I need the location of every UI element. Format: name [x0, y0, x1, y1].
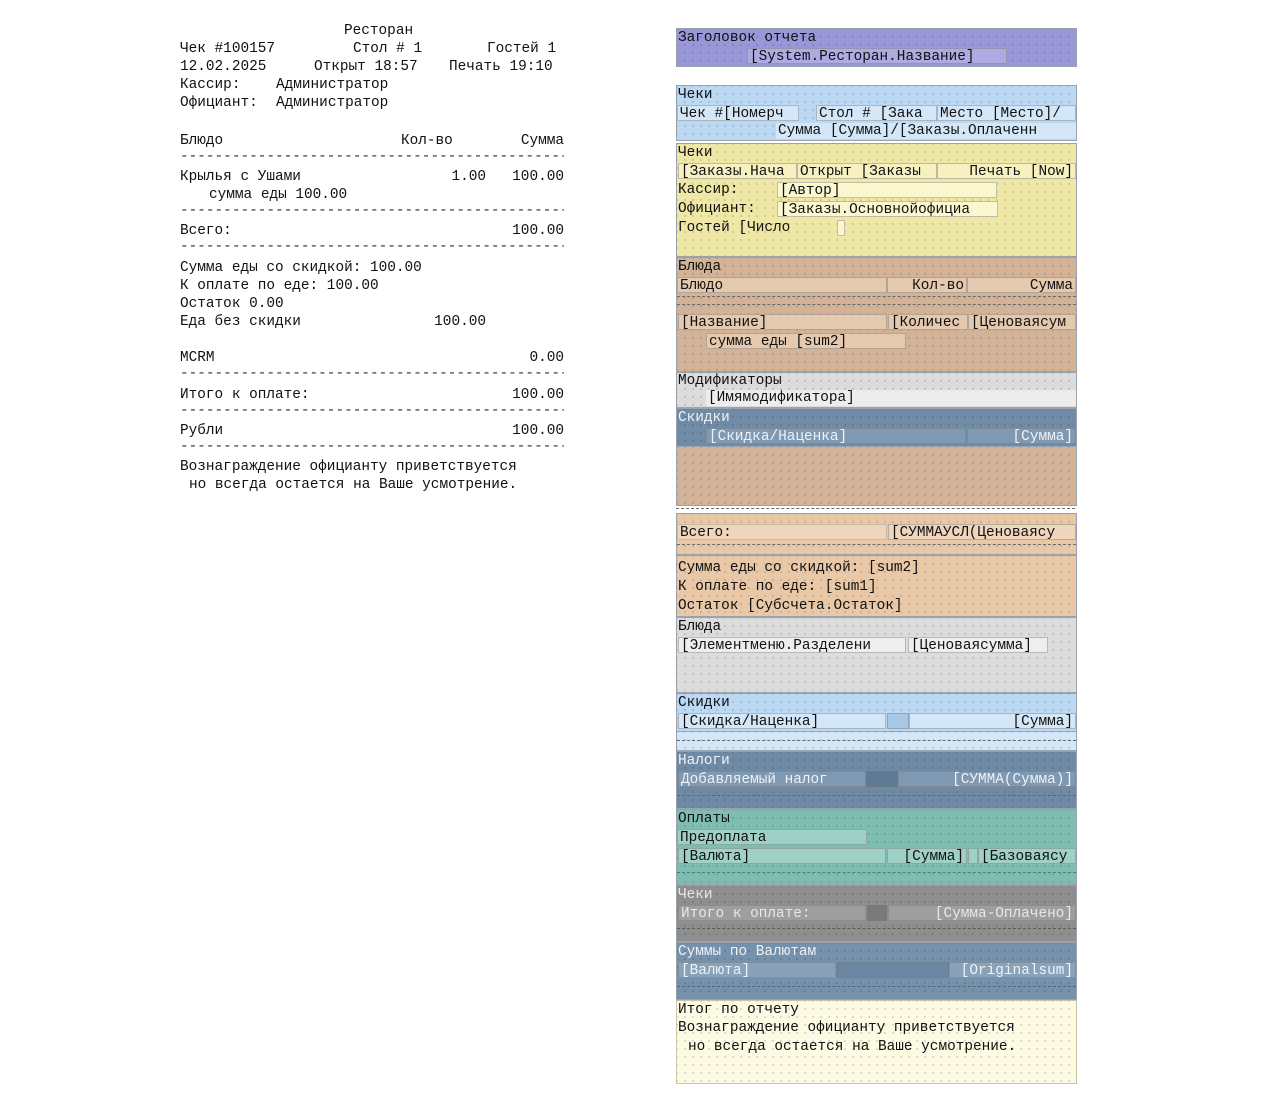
- band-dishes-split-title: Блюда: [678, 619, 722, 635]
- field-modifier-name[interactable]: [Имямодификатора]: [706, 390, 1076, 406]
- receipt-separator: [180, 238, 564, 256]
- band-discounts-title: Скидки: [678, 410, 730, 426]
- band-discounts-2[interactable]: [676, 693, 1077, 732]
- band-dishes-footer[interactable]: [676, 446, 1077, 506]
- field-price-total[interactable]: [Ценоваясумма]: [908, 637, 1048, 653]
- receipt-title: Ресторан: [344, 23, 414, 39]
- dashed-separator: [676, 508, 1075, 509]
- field-tax-sum[interactable]: [СУММА(Сумма)]: [898, 771, 1076, 787]
- field-report-footer-2[interactable]: но всегда остается на Ваше усмотрение.: [688, 1039, 1017, 1055]
- band-checks-info-title: Чеки: [678, 145, 713, 161]
- band-discounts[interactable]: [676, 408, 1077, 448]
- receipt-separator: [180, 202, 564, 220]
- band-currency-sums-title: Суммы по Валютам: [678, 944, 817, 960]
- field-tax-spacer[interactable]: [866, 771, 898, 787]
- band-report-header-title: Заголовок отчета: [678, 30, 817, 46]
- receipt-cashier-label: Кассир:: [180, 77, 241, 93]
- field-sum-minus-paid[interactable]: [Сумма-Оплачено]: [888, 905, 1076, 921]
- field-restaurant-name[interactable]: [System.Ресторан.Название]: [747, 48, 1007, 64]
- band-checks-header-title: Чеки: [678, 87, 713, 103]
- field-discount-2[interactable]: [Скидка/Наценка]: [678, 713, 886, 729]
- band-dishes-split[interactable]: [676, 617, 1077, 693]
- receipt-waiter-label: Официант:: [180, 95, 258, 111]
- field-discount[interactable]: [Скидка/Наценка]: [706, 428, 966, 444]
- receipt-to-pay-value: 100.00: [512, 387, 564, 403]
- field-checks-spacer[interactable]: [867, 905, 887, 921]
- receipt-separator: [180, 402, 564, 420]
- receipt-col-dish: Блюдо: [180, 133, 224, 149]
- band-dishes-title: Блюда: [678, 259, 722, 275]
- receipt-food-to-pay: К оплате по еде: 100.00: [180, 278, 379, 294]
- receipt-food-discount: Сумма еды со скидкой: 100.00: [180, 260, 422, 276]
- band-discounts-2-title: Скидки: [678, 695, 730, 711]
- label-cashier: Кассир:: [678, 182, 739, 198]
- label-added-tax: Добавляемый налог: [678, 771, 866, 787]
- receipt-mcrm-label: MCRM: [180, 350, 215, 366]
- dashed-separator: [677, 795, 1076, 796]
- receipt-food-no-discount-label: Еда без скидки: [180, 314, 301, 330]
- field-opened[interactable]: Открыт [Заказы: [797, 163, 937, 179]
- field-discount-2-spacer[interactable]: [887, 713, 909, 729]
- column-dish[interactable]: Блюдо: [677, 277, 887, 293]
- receipt-cashier-name: Администратор: [276, 77, 389, 93]
- receipt-separator: [180, 148, 564, 166]
- receipt-guests: Гостей 1: [487, 41, 557, 57]
- receipt-mcrm-value: 0.00: [529, 350, 564, 366]
- field-discount-2-sum[interactable]: [Сумма]: [909, 713, 1076, 729]
- dashed-separator: [677, 740, 1076, 741]
- receipt-separator: [180, 438, 564, 456]
- field-discount-sum[interactable]: [Сумма]: [967, 428, 1076, 444]
- dashed-separator: [677, 304, 1076, 305]
- field-balance-line[interactable]: Остаток [Субсчета.Остаток]: [678, 598, 903, 614]
- dashed-separator: [677, 986, 1076, 987]
- receipt-check-number: Чек #100157: [180, 41, 275, 57]
- field-quantity[interactable]: [Количес: [888, 314, 968, 330]
- band-modifiers[interactable]: [676, 372, 1077, 408]
- band-modifiers-title: Модификаторы: [678, 373, 782, 389]
- band-payments[interactable]: [676, 809, 1077, 885]
- band-report-total-title: Итог по отчету: [678, 1002, 799, 1018]
- band-totals[interactable]: [676, 513, 1077, 555]
- field-currency-spacer[interactable]: [837, 962, 949, 978]
- receipt-item-sum: 100.00: [512, 169, 564, 185]
- receipt-waiter-name: Администратор: [276, 95, 389, 111]
- receipt-rubles-value: 100.00: [512, 423, 564, 439]
- field-food-sum[interactable]: сумма еды [sum2]: [706, 333, 906, 349]
- field-table[interactable]: Стол # [Зака: [816, 105, 937, 121]
- band-taxes-title: Налоги: [678, 753, 730, 769]
- band-dishes[interactable]: [676, 257, 1077, 372]
- dashed-separator: [677, 296, 1076, 297]
- receipt-rubles-label: Рубли: [180, 423, 224, 439]
- band-discounts-2-footer[interactable]: [676, 731, 1077, 751]
- receipt-table: Стол # 1: [353, 41, 423, 57]
- receipt-separator: [180, 365, 564, 383]
- dashed-separator: [677, 928, 1076, 929]
- field-order-start[interactable]: [Заказы.Нача: [678, 163, 797, 179]
- band-food-summary[interactable]: [676, 555, 1077, 617]
- band-currency-sums[interactable]: [676, 942, 1077, 1000]
- field-guests[interactable]: Гостей [Число: [678, 220, 791, 236]
- field-currency-sum-name[interactable]: [Валюта]: [678, 962, 836, 978]
- receipt-food-no-discount-value: 100.00: [434, 314, 486, 330]
- label-to-pay: Итого к оплате:: [678, 905, 866, 921]
- field-payment-sum[interactable]: [Сумма]: [887, 848, 967, 864]
- receipt-total-label: Всего:: [180, 223, 232, 239]
- field-guests-small[interactable]: [837, 220, 845, 236]
- band-report-header[interactable]: [676, 28, 1077, 67]
- label-prepayment: Предоплата: [677, 829, 867, 845]
- column-qty[interactable]: Кол-во: [887, 277, 967, 293]
- field-author[interactable]: [Автор]: [777, 182, 997, 198]
- receipt-footer-line-2: но всегда остается на Ваше усмотрение.: [189, 477, 518, 493]
- field-place[interactable]: Место [Место]/: [937, 105, 1076, 121]
- receipt-item-name: Крылья с Ушами: [180, 169, 301, 185]
- field-base-sum[interactable]: [Базоваясу: [978, 848, 1076, 864]
- band-taxes[interactable]: [676, 751, 1077, 809]
- receipt-opened: Открыт 18:57: [314, 59, 418, 75]
- dashed-separator: [677, 872, 1076, 873]
- field-sum-paid[interactable]: Сумма [Сумма]/[Заказы.Оплаченн: [776, 123, 1076, 139]
- field-food-to-pay-line[interactable]: К оплате по еде: [sum1]: [678, 579, 877, 595]
- band-checks-total-title: Чеки: [678, 887, 713, 903]
- receipt-item-food-sum: сумма еды 100.00: [209, 187, 348, 203]
- field-print-time[interactable]: Печать [Now]: [937, 163, 1076, 179]
- receipt-total-value: 100.00: [512, 223, 564, 239]
- column-sum[interactable]: Сумма: [967, 277, 1076, 293]
- field-report-footer-1[interactable]: Вознаграждение официанту приветствуется: [678, 1020, 1015, 1036]
- receipt-item-qty: 1.00: [451, 169, 486, 185]
- label-total: Всего:: [677, 524, 887, 540]
- field-original-sum[interactable]: [Originalsum]: [949, 962, 1076, 978]
- field-payment-spacer[interactable]: [968, 848, 978, 864]
- receipt-balance: Остаток 0.00: [180, 296, 284, 312]
- field-total-sum[interactable]: [СУММАУСЛ(Ценоваясу: [888, 524, 1076, 540]
- receipt-to-pay-label: Итого к оплате:: [180, 387, 310, 403]
- field-currency[interactable]: [Валюта]: [678, 848, 886, 864]
- receipt-date: 12.02.2025: [180, 59, 267, 75]
- band-payments-title: Оплаты: [678, 811, 730, 827]
- dashed-separator: [677, 544, 1076, 545]
- field-price-sum[interactable]: [Ценоваясум: [968, 314, 1076, 330]
- receipt-printed: Печать 19:10: [449, 59, 553, 75]
- band-checks-info[interactable]: [676, 143, 1077, 257]
- band-checks-header[interactable]: [676, 85, 1077, 141]
- label-waiter: Официант:: [678, 201, 756, 217]
- field-dish-name[interactable]: [Название]: [678, 314, 887, 330]
- band-checks-total[interactable]: [676, 885, 1077, 942]
- field-main-waiter[interactable]: [Заказы.Основнойофициа: [777, 201, 998, 217]
- receipt-footer-line-1: Вознаграждение официанту приветствуется: [180, 459, 517, 475]
- receipt-col-qty: Кол-во: [401, 133, 453, 149]
- field-food-discount-line[interactable]: Сумма еды со скидкой: [sum2]: [678, 560, 920, 576]
- field-check-number[interactable]: Чек #[Номерч: [677, 105, 799, 121]
- receipt-col-sum: Сумма: [520, 133, 564, 149]
- field-menu-element[interactable]: [Элементменю.Разделени: [678, 637, 906, 653]
- band-report-total[interactable]: [676, 1000, 1077, 1084]
- report-designer: [676, 27, 1077, 1085]
